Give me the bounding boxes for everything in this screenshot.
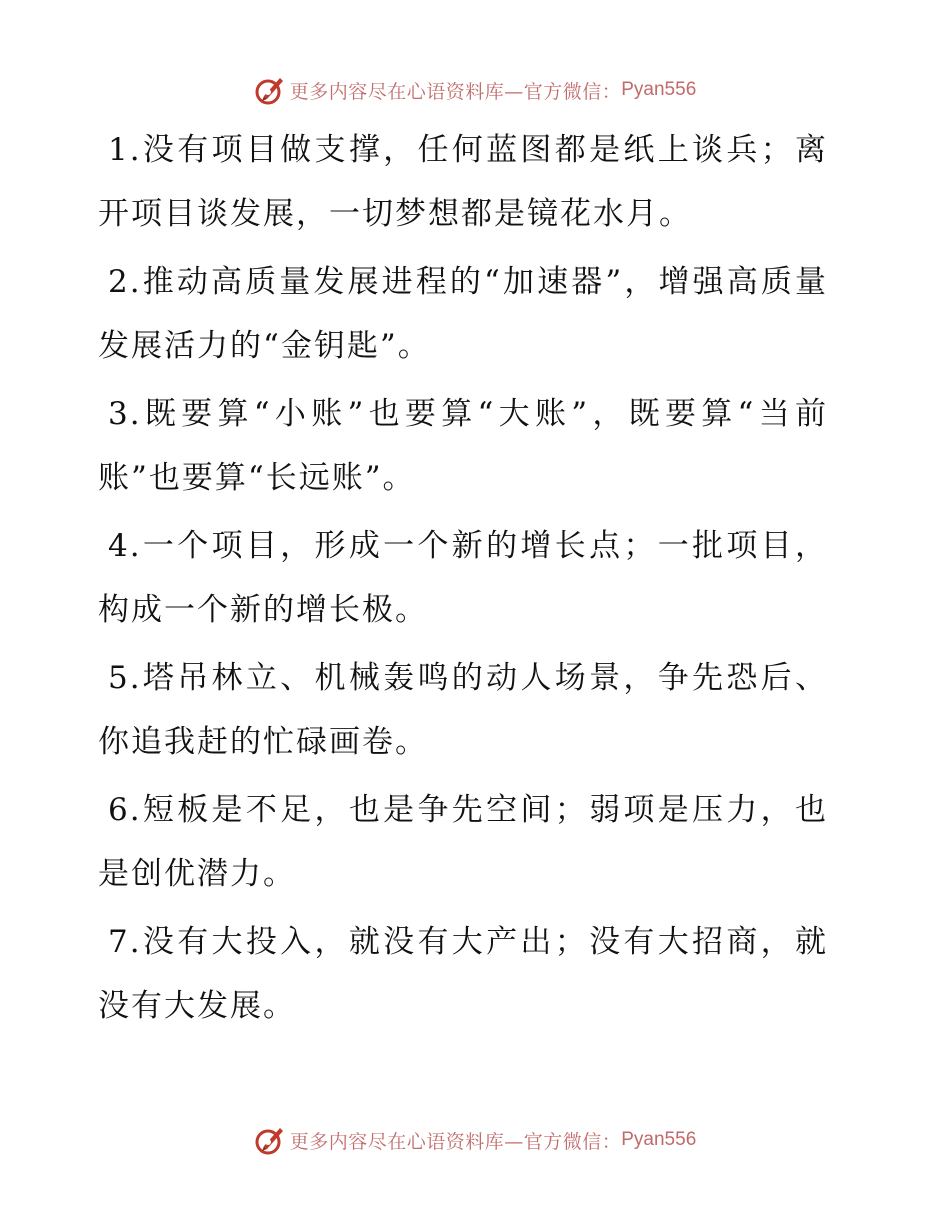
footer-banner <box>0 1120 950 1160</box>
list-item: 6.短板是不足，也是争先空间；弱项是压力，也是创优潜力。 <box>98 792 828 892</box>
list-item: 4.一个项目，形成一个新的增长点；一批项目，构成一个新的增长极。 <box>98 528 828 628</box>
footer-promo-text: 更多内容尽在心语资料库—官方微信： <box>289 1130 622 1153</box>
list-item: 2.推动高质量发展进程的“加速器”，增强高质量发展活力的“金钥匙”。 <box>98 264 828 364</box>
quill-pen-logo-icon <box>254 1124 286 1156</box>
document-body <box>98 118 828 1042</box>
header-banner <box>0 70 950 110</box>
list-item: 7.没有大投入，就没有大产出；没有大招商，就没有大发展。 <box>98 924 828 1024</box>
footer-wechat-id: Pyan556 <box>621 1129 697 1150</box>
header-wechat-id: Pyan556 <box>621 79 697 100</box>
quill-pen-logo-icon <box>254 74 286 106</box>
list-item: 3.既要算“小账”也要算“大账”，既要算“当前账”也要算“长远账”。 <box>98 396 828 496</box>
list-item: 1.没有项目做支撑，任何蓝图都是纸上谈兵；离开项目谈发展，一切梦想都是镜花水月。 <box>98 132 828 232</box>
header-promo-text: 更多内容尽在心语资料库—官方微信： <box>289 80 622 103</box>
list-item: 5.塔吊林立、机械轰鸣的动人场景，争先恐后、你追我赶的忙碌画卷。 <box>98 660 828 760</box>
